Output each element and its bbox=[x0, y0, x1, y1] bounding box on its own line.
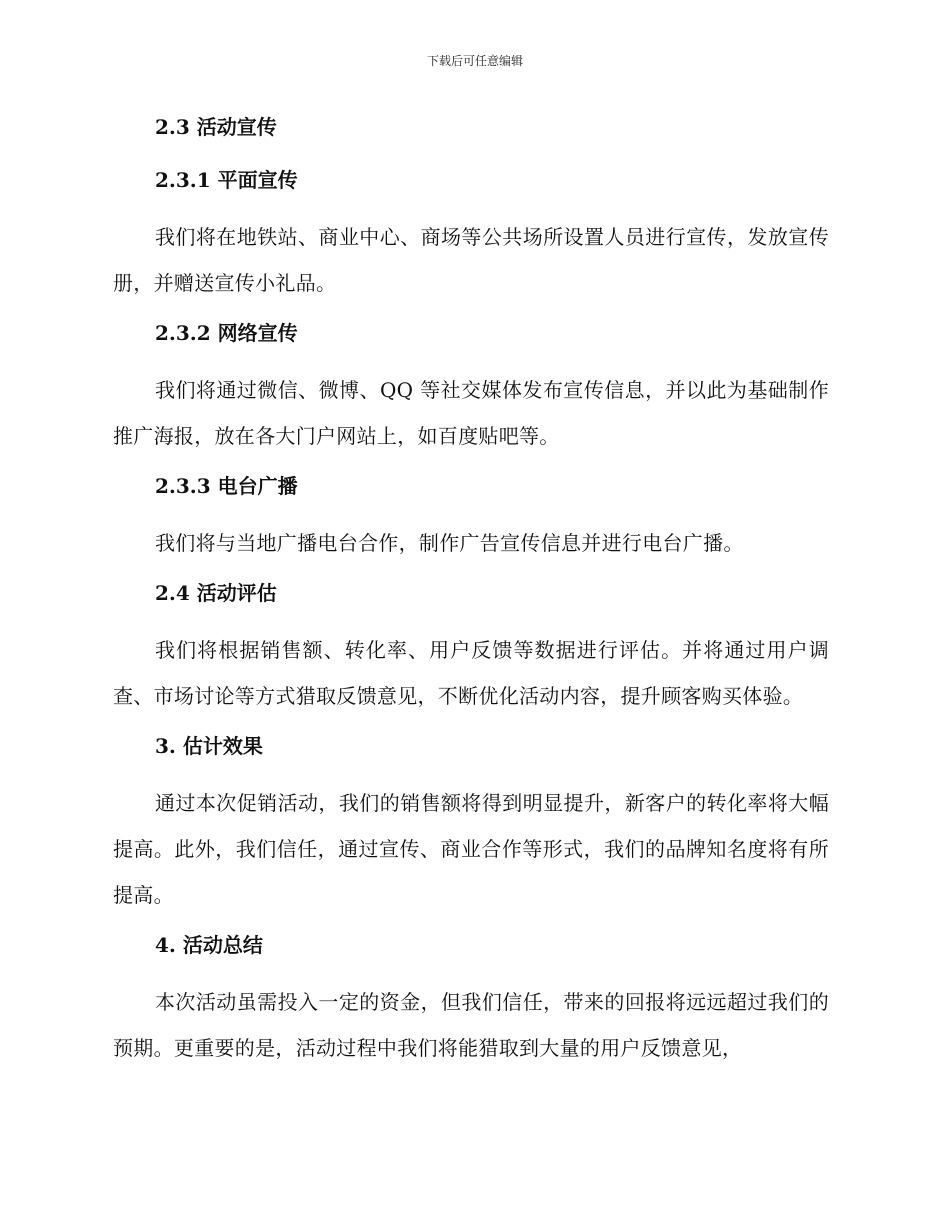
document-body bbox=[113, 112, 829, 1083]
section-heading-4: 4. 活动总结 bbox=[155, 933, 263, 957]
paragraph-radio-broadcast: 我们将与当地广播电台合作，制作广告宣传信息并进行电台广播。 bbox=[155, 531, 744, 555]
section-heading-2-3-3: 2.3.3 电台广播 bbox=[155, 474, 298, 498]
section-heading-2-4: 2.4 活动评估 bbox=[155, 581, 277, 605]
page-header: 下载后可任意编辑 bbox=[426, 54, 523, 68]
paragraph-expected-effect: 通过本次促销活动，我们的销售额将得到明显提升，新客户的转化率将大幅提高。此外，我们信任，通过宣传、商业合作等形式，我们的品牌知名度将有所提高。 bbox=[113, 791, 829, 907]
paragraph-activity-summary: 本次活动虽需投入一定的资金，但我们信任，带来的回报将远远超过我们的预期。更重要的是，活动过程中我们将能猎取到大量的用户反馈意见， bbox=[113, 990, 829, 1060]
section-heading-2-3-1: 2.3.1 平面宣传 bbox=[155, 168, 298, 192]
section-heading-2-3-2: 2.3.2 网络宣传 bbox=[155, 321, 298, 345]
section-heading-2-3: 2.3 活动宣传 bbox=[155, 115, 277, 139]
paragraph-print-promotion: 我们将在地铁站、商业中心、商场等公共场所设置人员进行宣传，发放宣传册，并赠送宣传小礼品。 bbox=[113, 225, 829, 295]
paragraph-online-promotion: 我们将通过微信、微博、QQ 等社交媒体发布宣传信息，并以此为基础制作推广海报，放在各大门户网站上，如百度贴吧等。 bbox=[113, 378, 829, 448]
section-heading-3: 3. 估计效果 bbox=[155, 734, 263, 758]
paragraph-activity-evaluation: 我们将根据销售额、转化率、用户反馈等数据进行评估。并将通过用户调查、市场讨论等方式猎取反馈意见，不断优化活动内容，提升顾客购买体验。 bbox=[113, 638, 829, 708]
